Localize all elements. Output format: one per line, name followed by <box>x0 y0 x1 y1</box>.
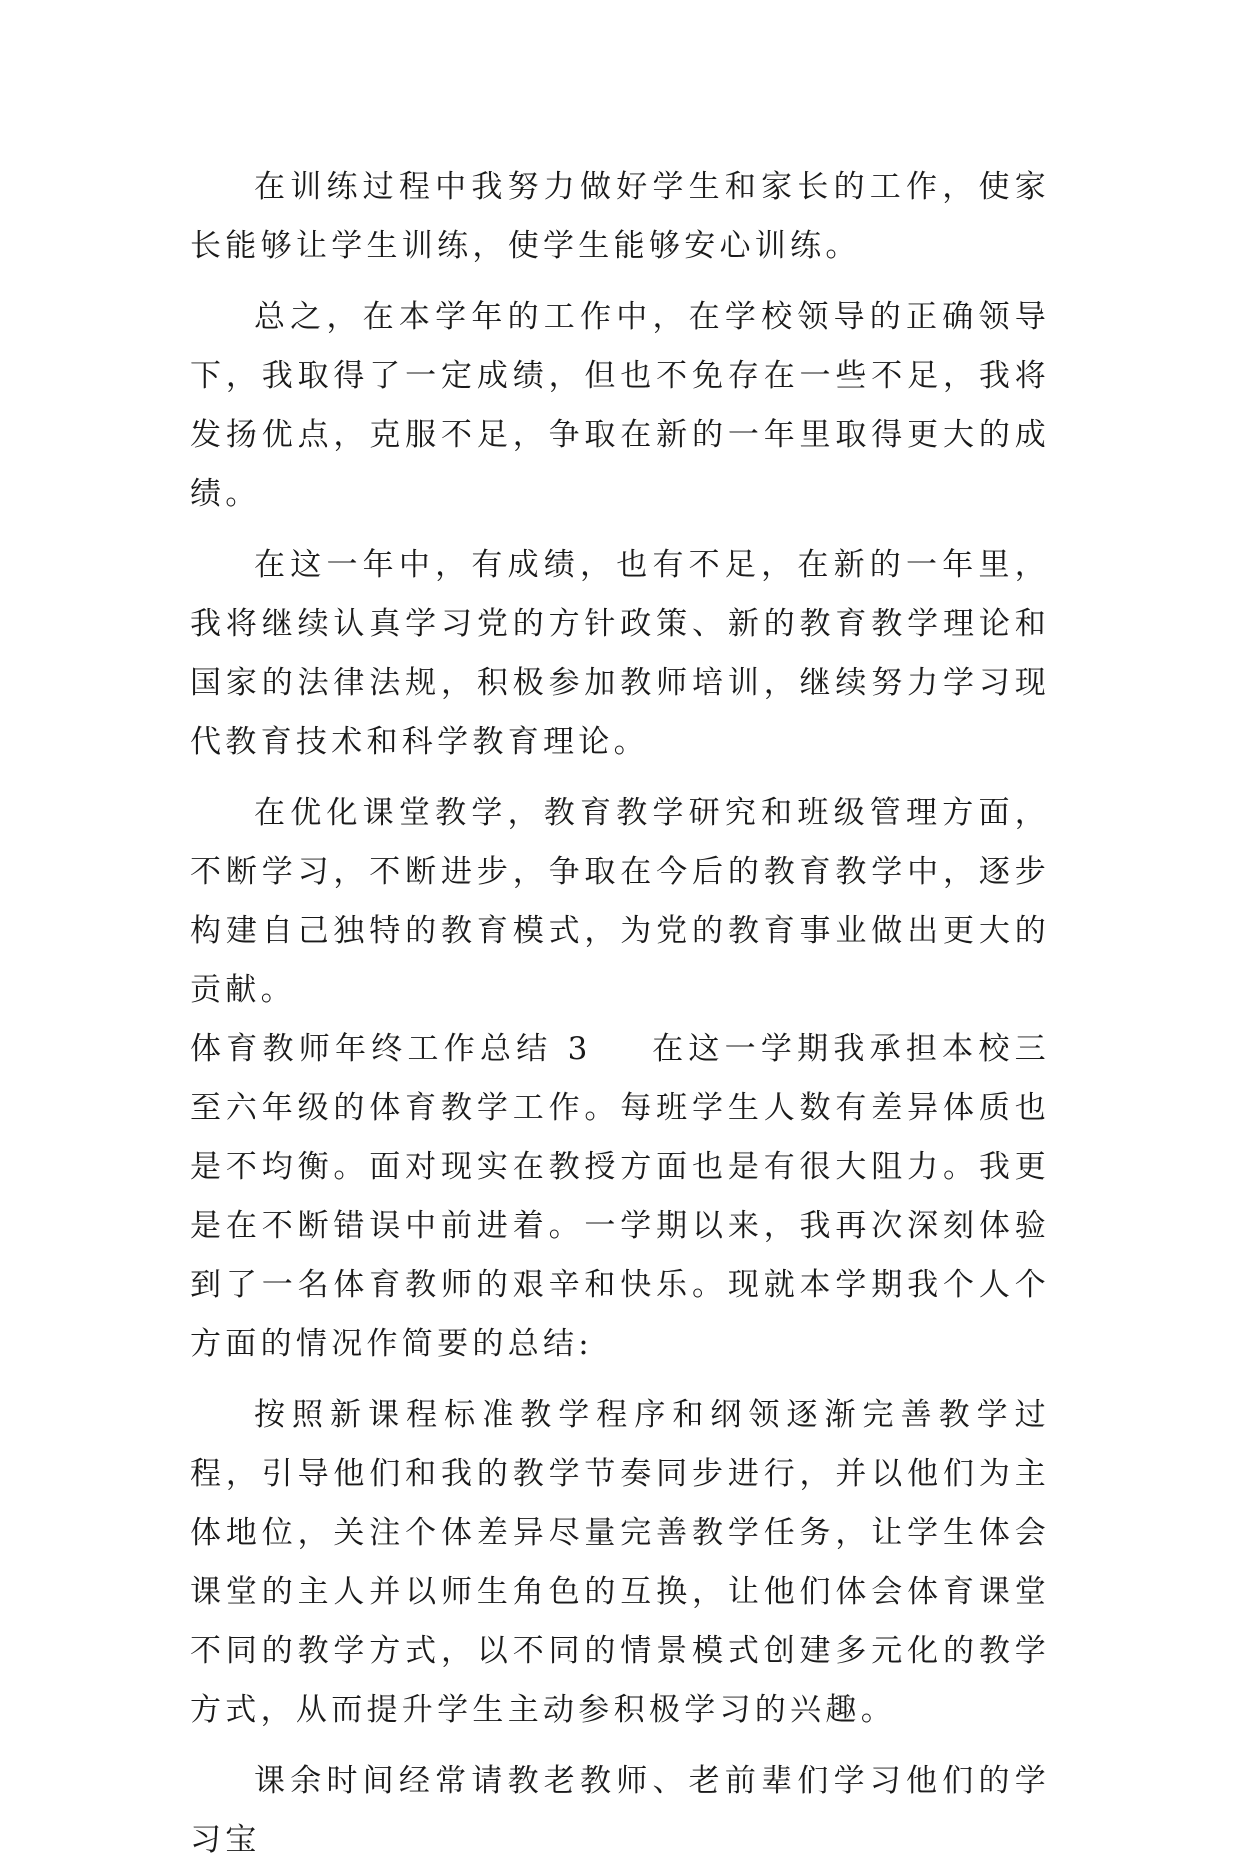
heading-spacer <box>592 1031 652 1067</box>
section-intro: 在这一学期我承担本校三至六年级的体育教学工作。每班学生人数有差异体质也是不均衡。面对现实在教授方面也是有很大阻力。我更是在不断错误中前进着。一学期以来，我再次深刻体验到了一名体育教师的艰辛和快乐。现就本学期我个人个方面的情况作简要的总结: <box>190 1031 1050 1362</box>
paragraph-5: 按照新课程标准教学程序和纲领逐渐完善教学过程，引导他们和我的教学节奏同步进行，并以他们为主体地位，关注个体差异尽量完善教学任务，让学生体会课堂的主人并以师生角色的互换，让他们体会体育课堂不同的教学方式，以不同的情景模式创建多元化的教学方式，从而提升学生主动参积极学习的兴趣。 <box>190 1397 1050 1728</box>
paragraph-6: 课余时间经常请教老教师、老前辈们学习他们的学习宝 <box>190 1763 1050 1858</box>
paragraph-2: 总之，在本学年的工作中，在学校领导的正确领导下，我取得了一定成绩，但也不免存在一些不足，我将发扬优点，克服不足，争取在新的一年里取得更大的成绩。 <box>190 299 1050 512</box>
section-paragraph <box>190 1020 1050 1374</box>
section-heading: 体育教师年终工作总结 3 <box>190 1031 592 1067</box>
paragraph-1: 在训练过程中我努力做好学生和家长的工作，使家长能够让学生训练，使学生能够安心训练。 <box>190 169 1050 264</box>
document-body <box>190 158 1050 1870</box>
paragraph-4: 在优化课堂教学，教育教学研究和班级管理方面，不断学习，不断进步，争取在今后的教育教学中，逐步构建自己独特的教育模式，为党的教育事业做出更大的贡献。 <box>190 795 1050 1008</box>
paragraph-3: 在这一年中，有成绩，也有不足，在新的一年里，我将继续认真学习党的方针政策、新的教育教学理论和国家的法律法规，积极参加教师培训，继续努力学习现代教育技术和科学教育理论。 <box>190 547 1050 760</box>
